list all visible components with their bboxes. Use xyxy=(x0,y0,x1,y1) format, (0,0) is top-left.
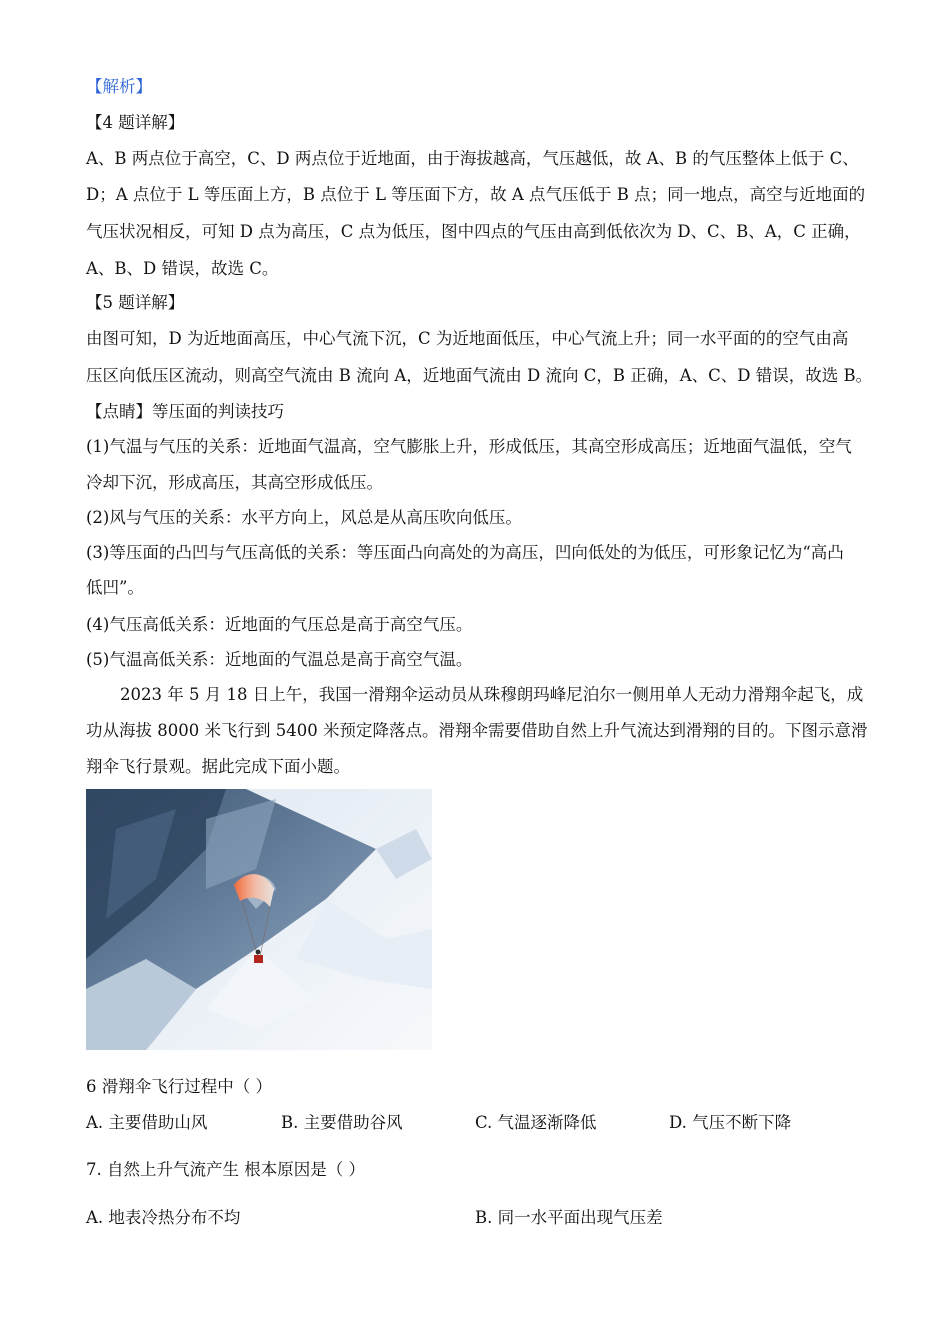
q4-heading: 【4 题详解】 xyxy=(86,113,185,132)
q6-option-c: C. 气温逐渐降低 xyxy=(475,1113,597,1132)
q6-option-b: B. 主要借助谷风 xyxy=(281,1113,403,1132)
q6-option-d: D. 气压不断下降 xyxy=(669,1113,792,1132)
q4-line: A、B、D 错误，故选 C。 xyxy=(86,259,279,278)
tips-line: 低凹”。 xyxy=(86,578,144,597)
q4-line: D；A 点位于 L 等压面上方，B 点位于 L 等压面下方，故 A 点气压低于 B 点；同一地点，高空与近地面的 xyxy=(86,185,866,204)
q5-heading: 【5 题详解】 xyxy=(86,293,185,312)
q7-stem: 7. 自然上升气流产生 根本原因是（ ） xyxy=(86,1160,365,1179)
q7-option-b: B. 同一水平面出现气压差 xyxy=(475,1208,663,1227)
tips-line: (4)气压高低关系：近地面的气压总是高于高空气压。 xyxy=(86,615,473,634)
passage-line: 功从海拔 8000 米飞行到 5400 米预定降落点。滑翔伞需要借助自然上升气流达到滑翔的目的。下图示意滑 xyxy=(86,721,868,740)
tips-line: (5)气温高低关系：近地面的气温总是高于高空气温。 xyxy=(86,650,473,669)
tips-heading: 【点睛】等压面的判读技巧 xyxy=(86,402,284,421)
q5-line: 由图可知，D 为近地面高压，中心气流下沉，C 为近地面低压，中心气流上升；同一水平面的的空气由高 xyxy=(86,329,849,348)
passage-line: 翔伞飞行景观。据此完成下面小题。 xyxy=(86,757,350,776)
analysis-tag: 【解析】 xyxy=(86,77,152,96)
tips-line: (1)气温与气压的关系：近地面气温高，空气膨胀上升，形成低压，其高空形成高压；近地面气温低，空气 xyxy=(86,437,852,456)
paragliding-photo xyxy=(86,789,432,1050)
q5-line: 压区向低压区流动，则高空气流由 B 流向 A，近地面气流由 D 流向 C，B 正确，A、C、D 错误，故选 B。 xyxy=(86,366,873,385)
q4-line: A、B 两点位于高空，C、D 两点位于近地面，由于海拔越高，气压越低，故 A、B 的气压整体上低于 C、 xyxy=(86,149,859,168)
tips-line: (3)等压面的凸凹与气压高低的关系：等压面凸向高处的为高压，凹向低处的为低压，可形象记忆为“高凸 xyxy=(86,543,844,562)
q7-option-a: A. 地表冷热分布不均 xyxy=(86,1208,241,1227)
tips-line: 冷却下沉，形成高压，其高空形成低压。 xyxy=(86,473,383,492)
tips-line: (2)风与气压的关系：水平方向上，风总是从高压吹向低压。 xyxy=(86,508,522,527)
passage-line: 2023 年 5 月 18 日上午，我国一滑翔伞运动员从珠穆朗玛峰尼泊尔一侧用单人无动力滑翔伞起飞，成 xyxy=(120,685,864,704)
q4-line: 气压状况相反，可知 D 点为高压，C 点为低压，图中四点的气压由高到低依次为 D、C、B、A，C 正确， xyxy=(86,222,861,241)
q6-stem: 6 滑翔伞飞行过程中（ ） xyxy=(86,1077,272,1096)
q6-option-a: A. 主要借助山风 xyxy=(86,1113,208,1132)
